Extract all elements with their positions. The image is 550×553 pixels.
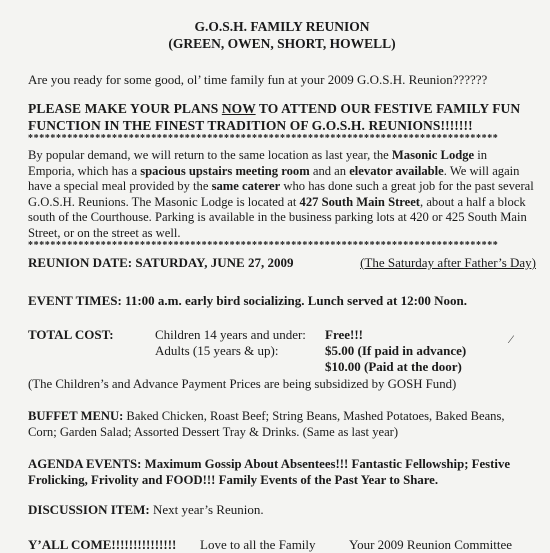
venue-feature: spacious upstairs meeting room (140, 163, 310, 178)
total-cost-label: TOTAL COST: (28, 327, 114, 342)
star-divider: ************************************************************************************ (28, 241, 499, 251)
children-price: Free!!! (325, 327, 364, 342)
pen-mark: ⁄ (510, 332, 513, 346)
headline-now: NOW (221, 101, 256, 116)
reunion-date: REUNION DATE: SATURDAY, JUNE 27, 2009 (28, 255, 294, 270)
text-run: , about a half a block south of the Courthouse. Parking is available in the business parking lots at 420 or 425 South Main Street, or on the street as well. (28, 194, 527, 240)
discussion-text: Next year’s Reunion. (149, 502, 264, 517)
adults-advance-price: $5.00 (If paid in advance) (325, 343, 467, 358)
subsidy-note: (The Children’s and Advance Payment Prices are being subsidized by GOSH Fund) (28, 377, 457, 391)
event-times: EVENT TIMES: 11:00 a.m. early bird socializing. Lunch served at 12:00 Noon. (28, 293, 468, 308)
reunion-date-row (28, 255, 536, 271)
text-run: in Emporia, which has a (28, 148, 488, 178)
reunion-date-note: (The Saturday after Father’s Day) (360, 255, 536, 270)
discussion-item (28, 502, 536, 518)
text-run: who has done such a great job for the past several G.O.S.H. Reunions. The Masonic Lodge is located at (28, 179, 534, 209)
venue-feature: elevator available (349, 163, 444, 178)
headline-part: PLEASE MAKE YOUR PLANS (28, 101, 222, 116)
caterer-note: same caterer (211, 179, 281, 193)
headline-part: TO ATTEND OUR FESTIVE FAMILY FUN FUNCTION IN THE FINEST TRADITION OF G.O.S.H. REUNIONS!!!!!!! (28, 101, 521, 133)
text-run: and an (309, 163, 350, 178)
text-run: By popular demand, we will return to the same location as last year, the (28, 148, 392, 162)
adults-door-price: $10.00 (Paid at the door) (325, 359, 462, 374)
closing-committee: Your 2009 Reunion Committee (349, 537, 512, 552)
agenda-events: AGENDA EVENTS: Maximum Gossip About Absentees!!! Fantastic Fellowship; Festive Frolicking, Frivolity and FOOD!!! Family Events of the Past Year to Share. (28, 457, 511, 487)
buffet-menu (28, 408, 536, 440)
flyer-subtitle: (GREEN, OWEN, SHORT, HOWELL) (168, 36, 396, 51)
venue-address: 427 South Main Street (299, 194, 421, 209)
buffet-label: BUFFET MENU: (28, 409, 124, 423)
buffet-text: Baked Chicken, Roast Beef; String Beans, Mashed Potatoes, Baked Beans, Corn; Garden Salad; Assorted Dessert Tray & Drinks. (Same as last year) (28, 409, 505, 439)
text-run: . We will again have a special meal provided by the (28, 163, 520, 193)
star-divider: ************************************************************************************ (28, 134, 499, 144)
total-cost (28, 327, 536, 375)
flyer-title: G.O.S.H. FAMILY REUNION (194, 19, 370, 34)
headline (28, 100, 536, 134)
closing-row (28, 537, 536, 553)
location-paragraph (28, 148, 536, 241)
closing-love: Love to all the Family (200, 537, 316, 552)
intro-line: Are you ready for some good, ol’ time family fun at your 2009 G.O.S.H. Reunion?????? (28, 72, 488, 87)
adults-label: Adults (15 years & up): (155, 343, 279, 358)
yall-come: Y’ALL COME!!!!!!!!!!!!!!! (28, 537, 177, 552)
venue-name: Masonic Lodge (391, 148, 475, 162)
discussion-label: DISCUSSION ITEM: (28, 502, 150, 517)
children-label: Children 14 years and under: (155, 327, 306, 342)
